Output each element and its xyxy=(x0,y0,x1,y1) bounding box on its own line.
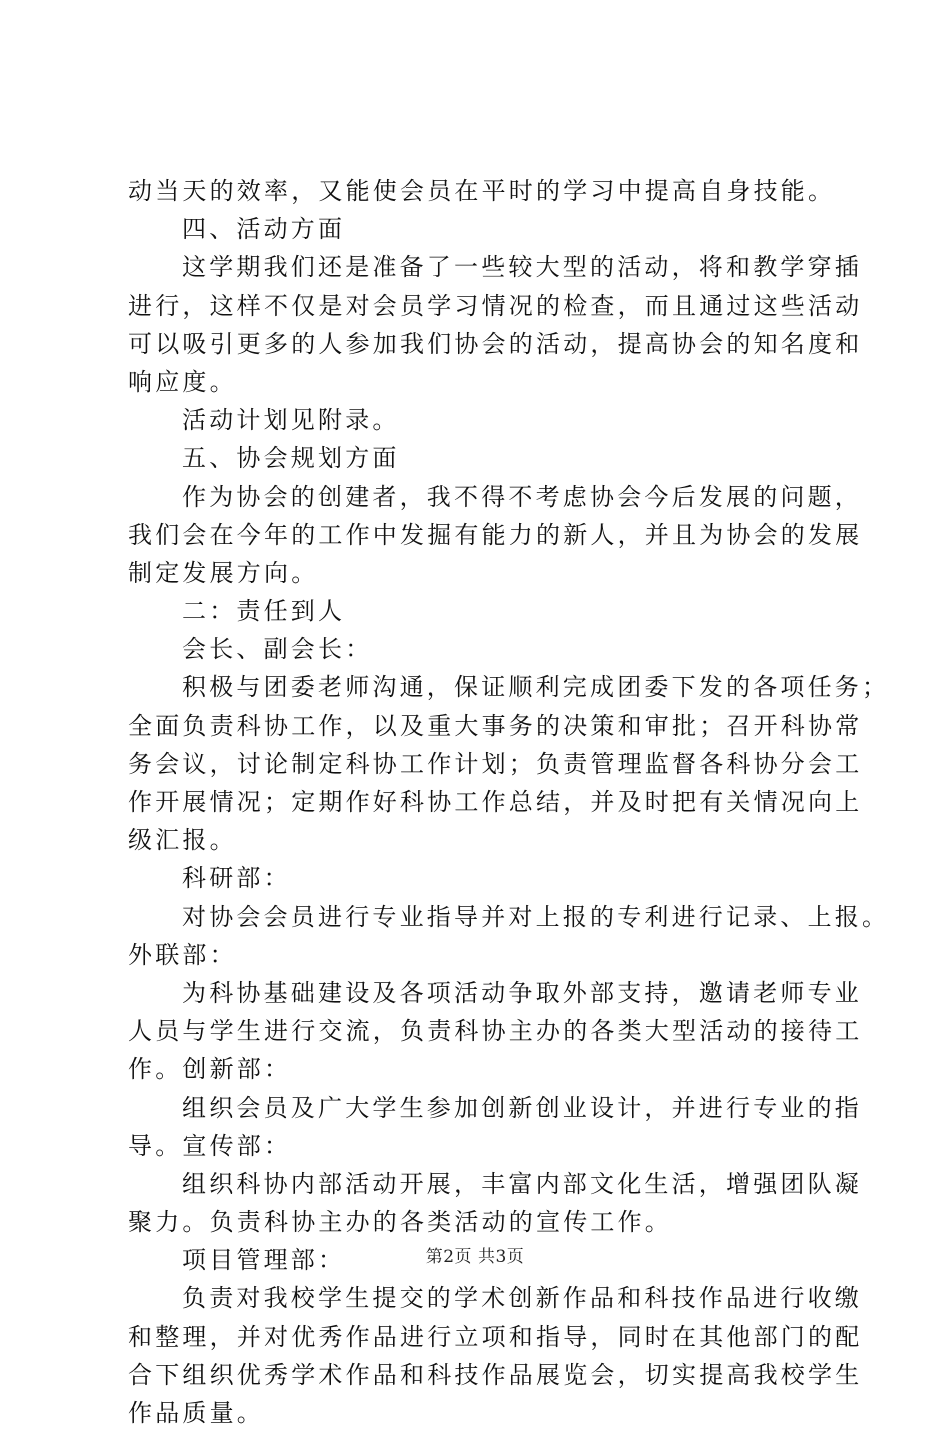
text-line: 级汇报。 xyxy=(128,826,237,855)
text-line: 组织科协内部活动开展，丰富内部文化生活，增强团队凝 xyxy=(182,1169,862,1198)
text-line: 二：责任到人 xyxy=(182,597,346,626)
text-line: 制定发展方向。 xyxy=(128,558,319,587)
text-line: 响应度。 xyxy=(128,367,237,396)
text-line: 组织会员及广大学生参加创新创业设计，并进行专业的指 xyxy=(182,1093,862,1122)
text-line: 活动计划见附录。 xyxy=(182,406,400,435)
text-line: 作开展情况；定期作好科协工作总结，并及时把有关情况向上 xyxy=(128,788,863,816)
text-line: 四、活动方面 xyxy=(182,215,346,244)
text-line: 对协会会员进行专业指导并对上报的专利进行记录、上报。 xyxy=(182,902,890,931)
text-line: 积极与团委老师沟通，保证顺利完成团委下发的各项任务； xyxy=(182,673,890,702)
text-line: 为科协基础建设及各项活动争取外部支持，邀请老师专业 xyxy=(182,978,862,1007)
text-line: 合下组织优秀学术作品和科技作品展览会，切实提高我校学生 xyxy=(128,1360,863,1389)
text-line: 导。宣传部： xyxy=(128,1131,292,1160)
text-line: 会长、副会长： xyxy=(182,635,373,664)
text-line: 这学期我们还是准备了一些较大型的活动，将和教学穿插 xyxy=(182,253,862,282)
text-line: 外联部： xyxy=(128,940,237,969)
text-line: 我们会在今年的工作中发掘有能力的新人，并且为协会的发展 xyxy=(128,520,863,549)
text-line: 项目管理部： xyxy=(182,1246,346,1275)
text-line: 全面负责科协工作，以及重大事务的决策和审批；召开科协常 xyxy=(128,711,863,740)
text-line: 负责对我校学生提交的学术创新作品和科技作品进行收缴 xyxy=(182,1284,862,1313)
text-line: 和整理，并对优秀作品进行立项和指导，同时在其他部门的配 xyxy=(128,1322,863,1351)
page-footer: 第2页 共3页 xyxy=(425,1247,525,1267)
text-line: 动当天的效率，又能使会员在平时的学习中提高自身技能。 xyxy=(128,177,836,205)
text-line: 人员与学生进行交流，负责科协主办的各类大型活动的接待工 xyxy=(128,1017,863,1046)
text-line: 科研部： xyxy=(182,864,291,893)
text-line: 进行，这样不仅是对会员学习情况的检查，而且通过这些活动 xyxy=(128,291,863,320)
text-line: 务会议，讨论制定科协工作计划；负责管理监督各科协分会工 xyxy=(128,749,863,778)
text-line: 作品质量。 xyxy=(128,1399,264,1427)
text-line: 可以吸引更多的人参加我们协会的活动，提高协会的知名度和 xyxy=(128,329,863,358)
text-line: 作为协会的创建者，我不得不考虑协会今后发展的问题， xyxy=(182,482,862,511)
text-line: 聚力。负责科协主办的各类活动的宣传工作。 xyxy=(128,1208,672,1237)
text-line: 作。创新部： xyxy=(128,1055,292,1084)
text-line: 五、协会规划方面 xyxy=(182,444,400,473)
